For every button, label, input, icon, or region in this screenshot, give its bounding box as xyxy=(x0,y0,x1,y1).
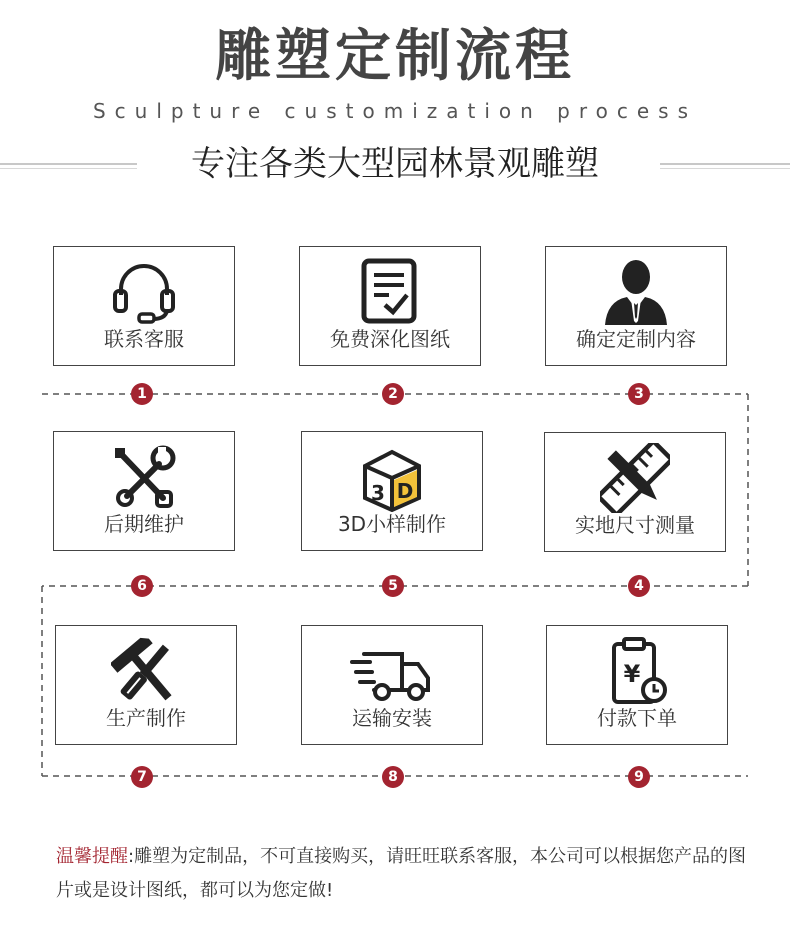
step-label: 生产制作 xyxy=(106,706,186,730)
step-number-4: 4 xyxy=(628,575,650,597)
step-number-3: 3 xyxy=(628,383,650,405)
step-label: 联系客服 xyxy=(104,327,184,351)
step-card-6 xyxy=(53,431,235,551)
headset-icon xyxy=(109,257,179,327)
step-number-6: 6 xyxy=(131,575,153,597)
step-card-8 xyxy=(301,625,483,745)
ruler-pencil-icon xyxy=(600,443,670,513)
step-card-2 xyxy=(299,246,481,366)
svg-text:¥: ¥ xyxy=(623,660,641,688)
reminder-note xyxy=(56,840,756,908)
step-label: 运输安装 xyxy=(352,706,432,730)
document-check-icon xyxy=(355,257,425,327)
step-label: 3D小样制作 xyxy=(337,512,447,536)
svg-text:D: D xyxy=(396,479,414,503)
step-card-1 xyxy=(53,246,235,366)
step-number-9: 9 xyxy=(628,766,650,788)
reminder-lead: 温馨提醒 xyxy=(56,846,128,867)
step-number-7: 7 xyxy=(131,766,153,788)
businessman-icon xyxy=(601,257,671,327)
step-label: 免费深化图纸 xyxy=(330,327,450,351)
step-card-5 xyxy=(301,431,483,551)
step-card-3 xyxy=(545,246,727,366)
clipboard-yen-icon xyxy=(602,636,672,706)
step-label: 实地尺寸测量 xyxy=(575,513,695,537)
step-card-7 xyxy=(55,625,237,745)
hammer-screwdriver-icon xyxy=(111,636,181,706)
step-card-9 xyxy=(546,625,728,745)
svg-text:3: 3 xyxy=(371,481,385,505)
step-number-8: 8 xyxy=(382,766,404,788)
3d-cube-icon xyxy=(357,442,427,512)
tagline: 专注各类大型园林景观雕塑 xyxy=(191,144,599,184)
step-label: 确定定制内容 xyxy=(576,327,696,351)
step-number-5: 5 xyxy=(382,575,404,597)
step-label: 付款下单 xyxy=(597,706,677,730)
step-label: 后期维护 xyxy=(104,512,184,536)
step-number-2: 2 xyxy=(382,383,404,405)
reminder-text: :雕塑为定制品，不可直接购买，请旺旺联系客服，本公司可以根据您产品的图片或是设计图纸，都可以为您定做! xyxy=(56,846,747,901)
delivery-truck-icon xyxy=(350,636,434,706)
wrench-screwdriver-icon xyxy=(109,442,179,512)
page-subtitle: Sculpture customization process xyxy=(92,99,698,123)
page-title: 雕塑定制流程 xyxy=(215,24,575,89)
step-card-4 xyxy=(544,432,726,552)
step-number-1: 1 xyxy=(131,383,153,405)
